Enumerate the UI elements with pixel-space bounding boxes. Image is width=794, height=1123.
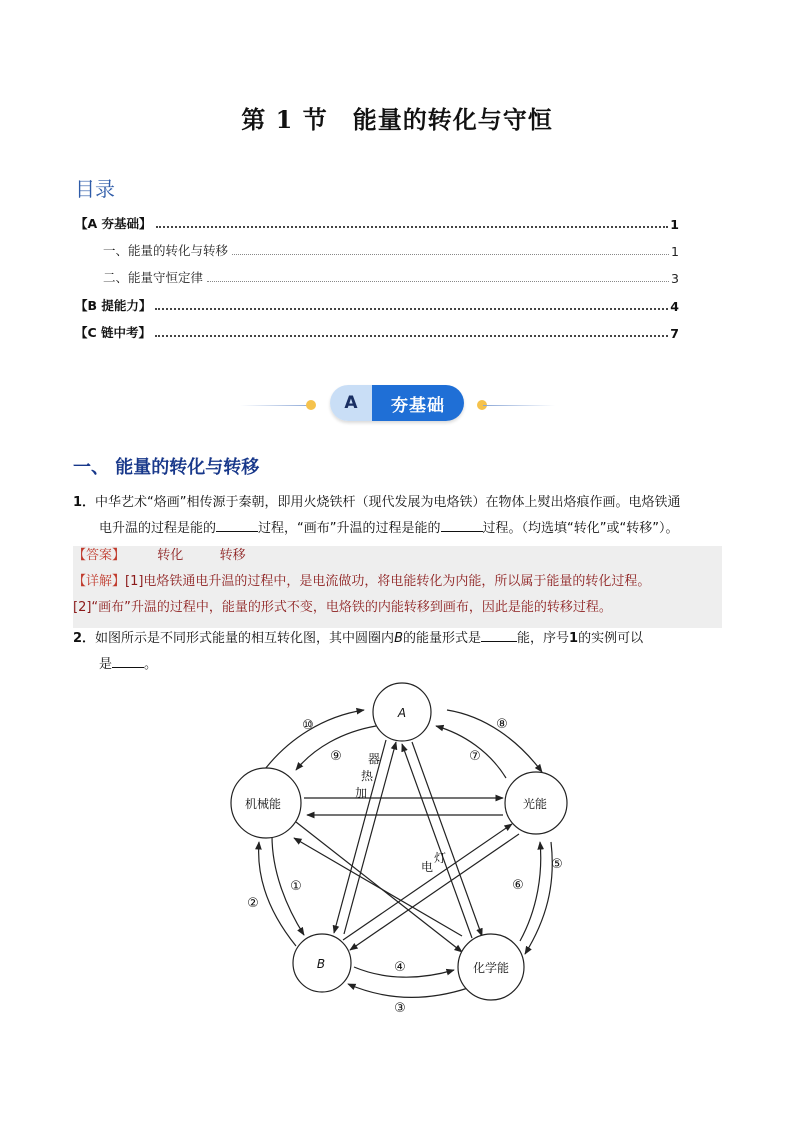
toc-page-number: 1	[671, 244, 679, 259]
lamp-char-2: 灯	[433, 851, 447, 865]
heater-char-3: 加	[354, 786, 368, 800]
label-3: ③	[394, 1001, 406, 1016]
question-text: 。	[144, 657, 158, 672]
question-text: 的实例可以	[578, 631, 644, 646]
label-5: ⑤	[551, 857, 563, 872]
toc-heading: 目录	[75, 177, 115, 201]
label-6: ⑥	[512, 878, 524, 893]
label-8: ⑧	[496, 717, 508, 732]
node-b-label: B	[316, 957, 326, 971]
label-10: ⑩	[302, 718, 314, 733]
answer-2: 转移	[219, 548, 246, 563]
question-text: 能，序号	[517, 631, 570, 646]
node-light-label: 光能	[522, 797, 548, 811]
detail-tag: 【详解】	[73, 574, 126, 589]
toc-item-label: 一、能量的转化与转移	[103, 243, 229, 258]
question-number: 2．	[73, 631, 96, 646]
label-9: ⑨	[330, 749, 342, 764]
lamp-char-1: 电	[420, 860, 434, 874]
sequence-number: 1	[569, 631, 579, 646]
label-7: ⑦	[469, 749, 481, 764]
label-1: ①	[290, 879, 302, 894]
page-title: 第 1 节 能量的转化与守恒	[241, 105, 553, 134]
heater-char-2: 热	[360, 769, 374, 783]
toc-page-number: 3	[671, 271, 679, 286]
toc-item-label: 【C 链中考】	[75, 325, 152, 340]
detail-text-1: [1]电烙铁通电升温的过程中，是电流做功，将电能转化为内能，所以属于能量的转化过程。	[125, 574, 651, 589]
toc-item-label: 二、能量守恒定律	[103, 270, 204, 285]
variable-b: B	[394, 631, 403, 646]
banner-letter: A	[330, 385, 372, 421]
question-text: 中华艺术“烙画”相传源于秦朝，即用火烧铁杆（现代发展为电烙铁）在物体上熨出烙痕作画。电烙铁通	[95, 495, 681, 510]
answer-tag: 【答案】	[73, 548, 126, 563]
answer-1: 转化	[157, 548, 184, 563]
banner-text: 夯基础	[372, 385, 464, 421]
heater-char-1: 器	[367, 752, 381, 766]
arc-5	[525, 842, 552, 954]
label-4: ④	[394, 960, 406, 975]
node-mechanical-label: 机械能	[244, 797, 282, 811]
toc-page-number: 1	[670, 217, 679, 232]
section-heading: 一、 能量的转化与转移	[73, 457, 260, 478]
arrow-chem-to-a	[402, 744, 472, 938]
detail-text-2: [2]“画布”升温的过程中，能量的形式不变，电烙铁的内能转移到画布，因此是能的转移过程。	[73, 600, 612, 615]
question-text: 过程。（均选填“转化”或“转移”）。	[482, 521, 679, 536]
toc-page-number: 4	[670, 299, 679, 314]
question-text: 的能量形式是	[402, 631, 481, 646]
toc-item-label: 【B 提能力】	[75, 298, 152, 313]
toc-item-label: 【A 夯基础】	[75, 216, 152, 231]
node-chemical-label: 化学能	[472, 961, 510, 975]
arc-2	[259, 842, 296, 946]
node-a-label: A	[397, 706, 407, 720]
question-text: 过程，“画布”升温的过程是能的	[258, 521, 441, 536]
label-2: ②	[247, 896, 259, 911]
arrow-a-to-chem	[412, 742, 482, 936]
arc-3	[348, 984, 468, 997]
toc-page-number: 7	[670, 326, 679, 341]
question-text: 如图所示是不同形式能量的相互转化图，其中圆圈内	[95, 631, 395, 646]
question-text: 电升温的过程是能的	[99, 521, 217, 536]
question-number: 1．	[73, 495, 96, 510]
question-text: 是	[99, 657, 113, 672]
